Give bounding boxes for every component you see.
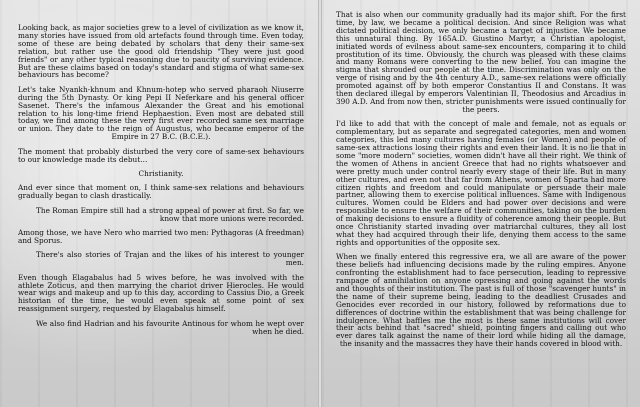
paragraph: That is also when our community gradually had its major shift. For the first time, by law, we became a political decision. And since Religion was what dictated political decision, we only became a target of injustice. We became this unnatural thing. By 165A.D. Giustino Martyr, a Christian apologist, initiated words of evilness about same-sex encounters, comparing it to child prostitution of its time. Obviously, the church was pleased with these claims and many Romans were converting to the new belief. You can imagine the stigma that shrouded our people at the time. Discrimination was only on the verge of rising and by the 4th century A.D., same-sex relations were officially promoted against off by both emperor Constantius II and Constans. It was then declared illegal by emperors Valentinian II, Theodosius and Arcadius in 390 A.D. And from now then, stricter punishments were issued continually for the peers. <box>336 10 626 114</box>
paragraph: Christianity. <box>138 169 184 178</box>
paragraph: The moment that probably disturbed the very core of same-sex behaviours to our knowledge made its debut… <box>18 146 304 164</box>
paragraph: I'd like to add that with the concept of male and female, not as equals or complementary, but as separate and segregated categories, men and women categories, this led many cultures having females (or Women) and people of same-sex attractions losing their rights and even their land. It is no lie that in some "more modern" societies, women didn't have all their right. We think of the women of Athens in ancient Greece that had no rights whatsoever and were pretty much under control nearly every stage of their life. But in many other cultures, and even not that far from Athens, women of Sparta had more citizen rights and freedom and could manipulate or persuade their male partner, allowing them to exercise political influences. Same with Indigenous cultures. Women could be Elders and had power over decisions and were responsible to ensure the welfare of their communities, taking on the burden of making decisions to ensure a fluidity of coherence among their people. But once Christianity started invading over matriarchal cultures, they all lost what they had acquired through their life, denying them access to the same rights and opportunities of the opposite sex. <box>336 119 626 247</box>
right-page <box>322 0 640 407</box>
paragraph: We also find Hadrian and his favourite Antinous for whom he wept over when he died. <box>36 318 304 336</box>
paragraph: Looking back, as major societies grew to a level of civilization as we know it, many stories have issued from old artefacts found through time. Even today, some of these are being debated by scholars that deny their same-sex relation, but rather use the good old friendship "They were just good friends" or any other typical reasoning due to paucity of surviving evidence. But are these claims based on today's standard and stigma of what same-sex behaviours has become? <box>18 23 304 80</box>
paragraph: And ever since that moment on, I think same-sex relations and behaviours gradually began to clash drastically. <box>18 183 304 201</box>
right-page-text <box>336 11 626 355</box>
paragraph: There's also stories of Trajan and the likes of his interest to younger men. <box>36 250 304 268</box>
paragraph: Let's take Nyankh-khnum and Khnum-hotep who served pharaoh Niuserre during the 5th Dynasty. Or king Pepi II Neferkare and his general officer Sasenet. There's the infamous Alexander the Great and his emotional relation to his long-time friend Hephaestion. Even most are debated still today, we find among these the very first ever recorded same sex marriage or union. They date to the reign of Augustus, who became emperor of the Empire in 27 B.C. (B.C.E.). <box>18 84 304 142</box>
left-page <box>0 0 318 407</box>
paragraph: Among those, we have Nero who married two men: Pythagoras (A freedman) and Sporus. <box>18 228 304 245</box>
paragraph: The Roman Empire still had a strong appeal of power at first. So far, we know that more unions were recorded. <box>36 205 304 223</box>
paragraph: Even though Elagabalus had 5 wives before, he was involved with the athlete Zoticus, and then marrying the chariot driver Hierocles. He would wear wigs and makeup and up to this day, according to Cassius Dio, a Greek historian of the time, he would even speak at some point of sex reassignment surgery, requested by Elagabalus himself. <box>18 272 304 314</box>
paragraph: When we finally entered this regressive era, we all are aware of the power these beliefs had influencing decisions made by the ruling empires. Anyone confronting the establishment had to face persecution, leading to repressive rampage of annihilation on anyone opressing and going against the words and thoughts of their institution. The past is full of those "scavenger hunts" in the name of their supreme being, leading to the deadliest Crusades and Genocides ever recorded in our history, followed by reformations due to differences of doctrine within the establishment that was being challenge for indulgence. What baffles me the most is these same institutions will cover their acts behind that "sacred" shield, pointing fingers and calling out who ever dares talk against the name of their lord while hiding all the damage, the insanity and the massacres they have their hands covered in blood with. <box>336 252 626 349</box>
left-page-text <box>18 24 304 342</box>
